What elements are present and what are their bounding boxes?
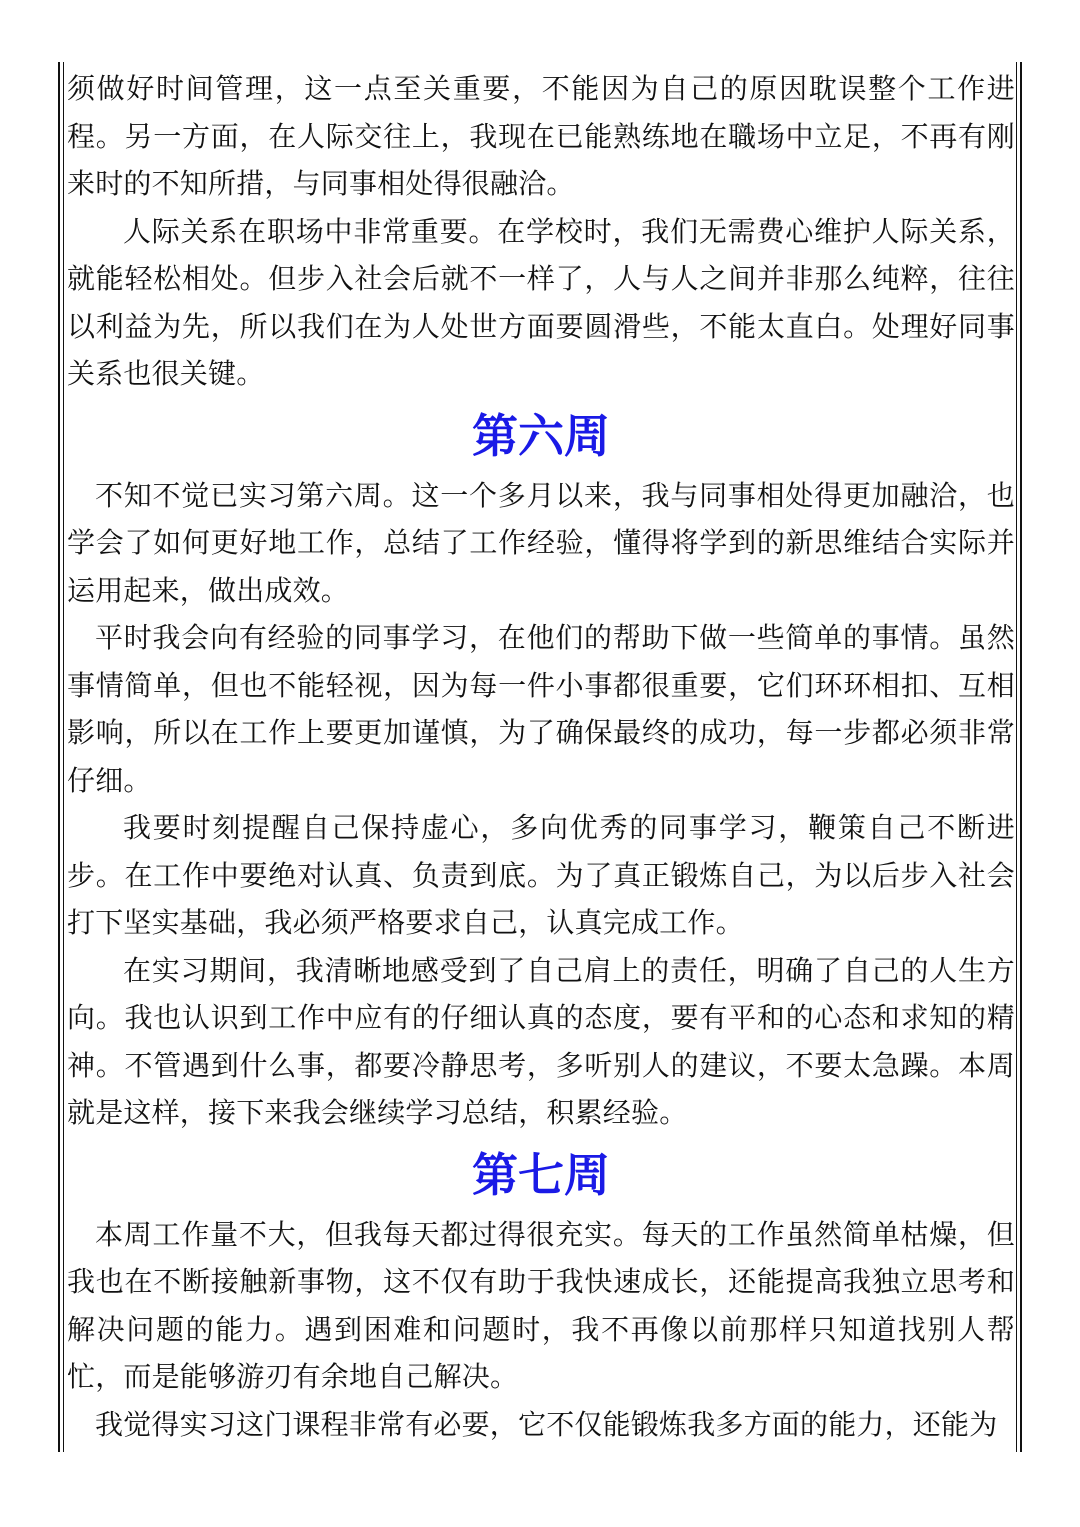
intro-paragraph-1: 须做好时间管理，这一点至关重要，不能因为自己的原因耽误整个工作进程。另一方面，在人际交往上，我现在已能熟练地在職场中立足，不再有刚来时的不知所措，与同事相处得很融洽。 [67, 72, 1015, 200]
week7-paragraph-2: 我觉得实习这门课程非常有必要，它不仅能锻炼我多方面的能力，还能为 [95, 1407, 998, 1441]
week6-heading: 第六周 [472, 408, 610, 463]
week6-paragraph-4: 在实习期间，我清晰地感受到了自己肩上的责任，明确了自己的人生方向。我也认识到工作中应有的仔细认真的态度，要有平和的心态和求知的精神。不管遇到什么事，都要冷静思考，多听别人的建议，不要太急躁。本周就是这样，接下来我会继续学习总结，积累经验。 [67, 953, 1015, 1129]
left-border-line-outer [58, 62, 60, 1452]
week6-paragraph-3: 我要时刻提醒自己保持虚心，多向优秀的同事学习，鞭策自己不断进步。在工作中要绝对认真、负责到底。为了真正锻炼自己，为以后步入社会打下坚实基础，我必须严格要求自己，认真完成工作。 [67, 811, 1015, 939]
right-border-line-inner [1016, 62, 1017, 1452]
week6-paragraph-1: 不知不觉已实习第六周。这一个多月以来，我与同事相处得更加融洽，也学会了如何更好地工作，总结了工作经验，懂得将学到的新思维结合实际并运用起来，做出成效。 [67, 478, 1015, 607]
left-border-line-inner [63, 62, 64, 1452]
right-border-line-outer [1020, 62, 1022, 1452]
week7-paragraph-1: 本周工作量不大，但我每天都过得很充实。每天的工作虽然简单枯燥，但我也在不断接触新事物，这不仅有助于我快速成长，还能提高我独立思考和解决问题的能力。遇到困难和问题时，我不再像以前那样只知道找别人帮忙，而是能够游刃有余地自己解决。 [67, 1217, 1015, 1393]
week7-heading: 第七周 [472, 1147, 610, 1202]
document-body [67, 65, 1015, 1448]
week6-paragraph-2: 平时我会向有经验的同事学习，在他们的帮助下做一些简单的事情。虽然事情简单，但也不能轻视，因为每一件小事都很重要，它们环环相扣、互相影响，所以在工作上要更加谨慎，为了确保最终的成功，每一步都必须非常仔细。 [67, 621, 1015, 797]
intro-paragraph-2: 人际关系在职场中非常重要。在学校时，我们无需费心维护人际关系，就能轻松相处。但步入社会后就不一样了，人与人之间并非那么纯粹，往往以利益为先，所以我们在为人处世方面要圆滑些，不能太直白。处理好同事关系也很关键。 [67, 214, 1015, 390]
